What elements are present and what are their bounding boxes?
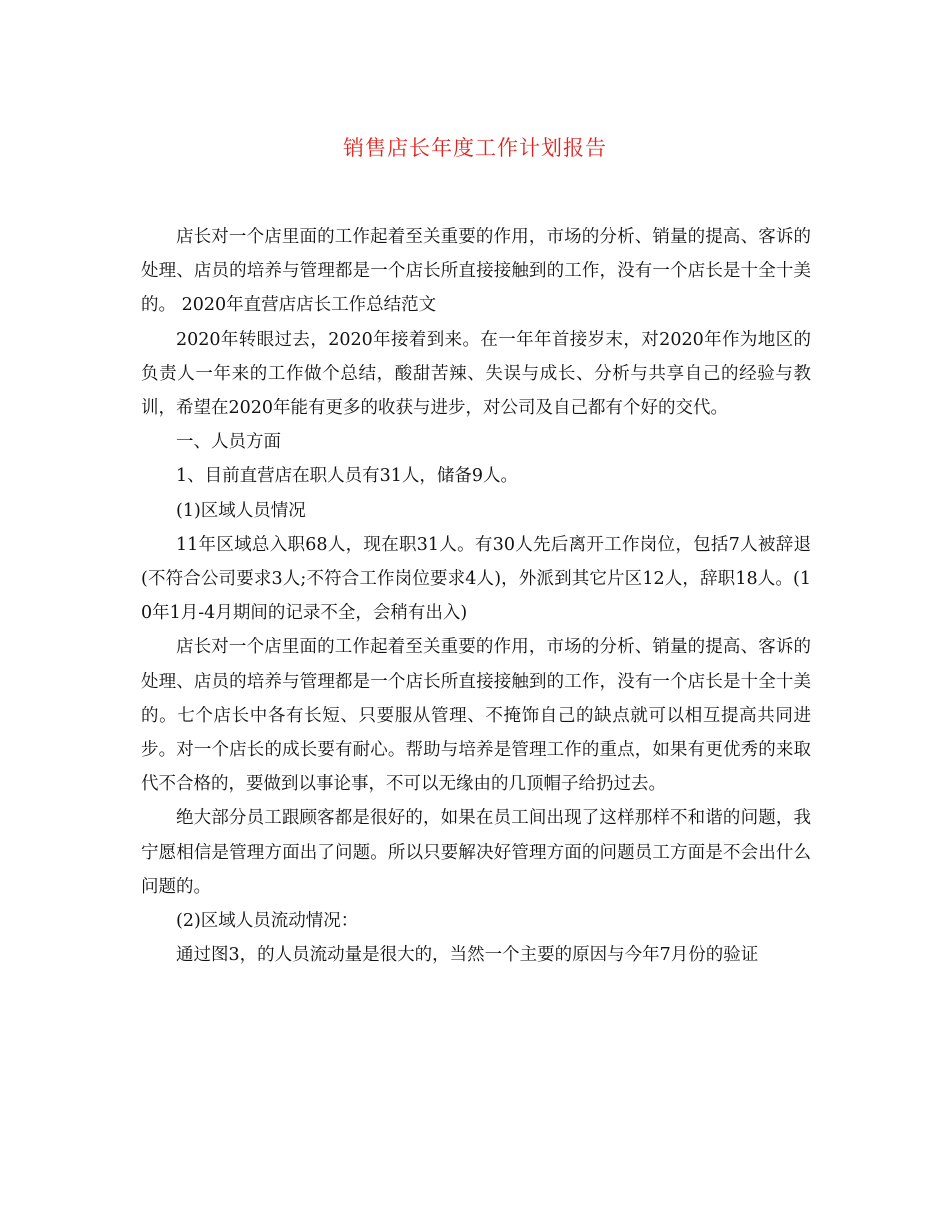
subheading-staff-turnover: (2)区域人员流动情况：: [176, 911, 359, 932]
paragraph-employee-relations: 绝大部分员工跟顾客都是很好的，如果在员工间出现了这样那样不和谐的问题，我宁愿相信是管理方面出了问题。所以只要解决好管理方面的问题员工方面是不会出什么问题的。: [141, 808, 811, 897]
paragraph-regional-staff-detail: 11年区域总入职68人，现在职31人。有30人先后离开工作岗位，包括7人被辞退(不符合公司要求3人;不符合工作岗位要求4人)，外派到其它片区12人，辞职18人。(10年1月-4月期间的记录不全，会稍有出入): [141, 534, 811, 624]
document-title: 销售店长年度工作计划报告: [343, 136, 607, 160]
paragraph-intro: 店长对一个店里面的工作起着至关重要的作用，市场的分析、销量的提高、客诉的处理、店员的培养与管理都是一个店长所直接接触到的工作，没有一个店长是十全十美的。 2020年直营店店长工作总结范文: [141, 227, 811, 316]
paragraph-staff-count: 1、目前直营店在职人员有31人，储备9人。: [176, 466, 519, 487]
paragraph-turnover-detail: 通过图3，的人员流动量是很大的，当然一个主要的原因与今年7月份的验证: [176, 945, 759, 966]
section-heading-personnel: 一、人员方面: [176, 432, 281, 453]
paragraph-year-summary: 2020年转眼过去，2020年接着到来。在一年年首接岁末，对2020年作为地区的负责人一年来的工作做个总结，酸甜苦辣、失误与成长、分析与共享自己的经验与教训，希望在2020年能有更多的收获与进步，对公司及自己都有个好的交代。: [141, 329, 811, 419]
document-body: [141, 220, 811, 972]
paragraph-manager-role: 店长对一个店里面的工作起着至关重要的作用，市场的分析、销量的提高、客诉的处理、店员的培养与管理都是一个店长所直接接触到的工作，没有一个店长是十全十美的。七个店长中各有长短、只要服从管理、不掩饰自己的缺点就可以相互提高共同进步。对一个店长的成长要有耐心。帮助与培养是管理工作的重点，如果有更优秀的来取代不合格的，要做到以事论事，不可以无缘由的几顶帽子给扔过去。: [141, 637, 811, 795]
subheading-regional-staff: (1)区域人员情况: [176, 500, 306, 521]
